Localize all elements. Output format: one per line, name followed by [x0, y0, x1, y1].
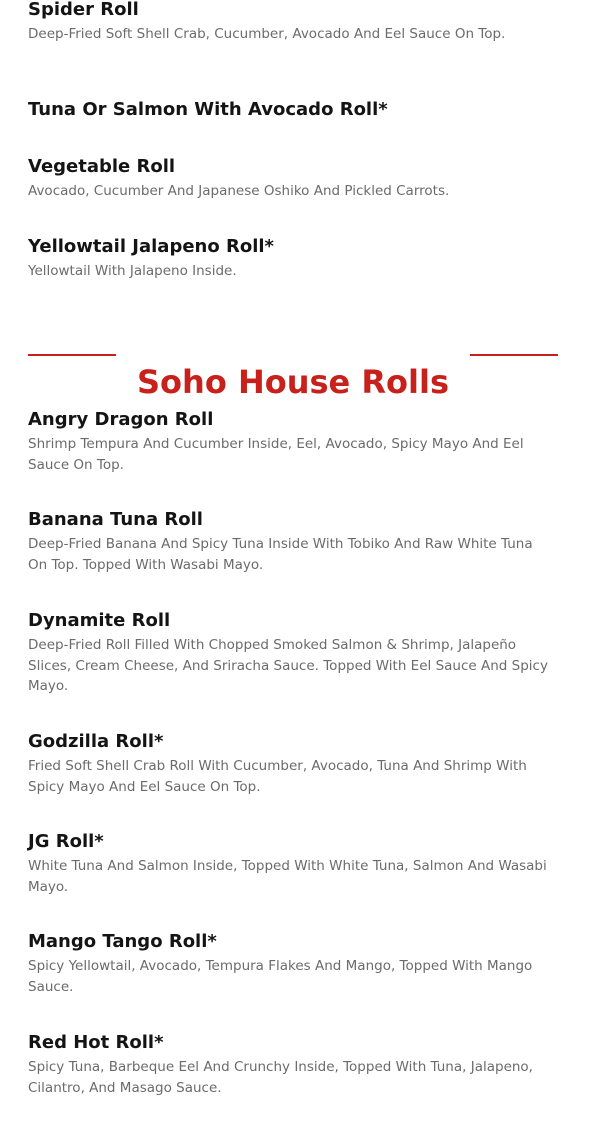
menu-item-description: Shrimp Tempura And Cucumber Inside, Eel, Avocado, Spicy Mayo And Eel Sauce On Top.: [28, 436, 524, 473]
menu-item-godzilla-roll: [28, 731, 558, 797]
section-title: Soho House Rolls: [137, 362, 449, 401]
menu-item-name: Spider Roll: [28, 0, 139, 20]
menu-item-name: Dynamite Roll: [28, 610, 171, 631]
menu-item-name: JG Roll*: [28, 831, 104, 852]
menu-item-banana-tuna-roll: [28, 509, 558, 575]
menu-item-name: Godzilla Roll*: [28, 731, 164, 752]
menu-item-angry-dragon-roll: [28, 409, 558, 475]
menu-item-yellowtail-jalapeno-roll: [28, 236, 558, 282]
menu-item-description: Spicy Tuna, Barbeque Eel And Crunchy Inside, Topped With Tuna, Jalapeno, Cilantro, And Masago Sauce.: [28, 1059, 533, 1096]
menu-item-name: Red Hot Roll*: [28, 1032, 164, 1053]
menu-item-name: Mango Tango Roll*: [28, 931, 217, 952]
menu-item-description: Spicy Yellowtail, Avocado, Tempura Flakes And Mango, Topped With Mango Sauce.: [28, 958, 533, 995]
menu-item-name: Tuna Or Salmon With Avocado Roll*: [28, 99, 388, 120]
menu-item-tuna-salmon-avocado-roll: [28, 99, 558, 121]
menu-item-name: Vegetable Roll: [28, 156, 176, 177]
menu-item-description: Deep-Fried Banana And Spicy Tuna Inside With Tobiko And Raw White Tuna On Top. Topped With Wasabi Mayo.: [28, 536, 533, 573]
menu-item-spider-roll: [28, 0, 558, 45]
menu-item-jg-roll: [28, 831, 558, 897]
section-header-soho-house-rolls: [28, 333, 558, 401]
section-divider-right: [470, 354, 558, 356]
menu-item-red-hot-roll: [28, 1032, 558, 1098]
menu-item-description: Avocado, Cucumber And Japanese Oshiko And Pickled Carrots.: [28, 183, 450, 199]
section-divider-left: [28, 354, 116, 356]
menu-item-mango-tango-roll: [28, 931, 558, 997]
menu-item-dynamite-roll: [28, 610, 558, 697]
menu-item-description: Yellowtail With Jalapeno Inside.: [28, 263, 237, 279]
menu-item-name: Yellowtail Jalapeno Roll*: [28, 236, 274, 257]
menu-item-description: White Tuna And Salmon Inside, Topped With White Tuna, Salmon And Wasabi Mayo.: [28, 858, 547, 895]
menu-item-description: Deep-Fried Soft Shell Crab, Cucumber, Avocado And Eel Sauce On Top.: [28, 26, 506, 42]
menu-item-description: Fried Soft Shell Crab Roll With Cucumber, Avocado, Tuna And Shrimp With Spicy Mayo And Eel Sauce On Top.: [28, 758, 527, 795]
menu-item-vegetable-roll: [28, 156, 558, 202]
menu-item-name: Banana Tuna Roll: [28, 509, 203, 530]
menu-item-description: Deep-Fried Roll Filled With Chopped Smoked Salmon & Shrimp, Jalapeño Slices, Cream Cheese, And Sriracha Sauce. Topped With Eel Sauce And Spicy Mayo.: [28, 637, 548, 694]
menu-item-name: Angry Dragon Roll: [28, 409, 214, 430]
